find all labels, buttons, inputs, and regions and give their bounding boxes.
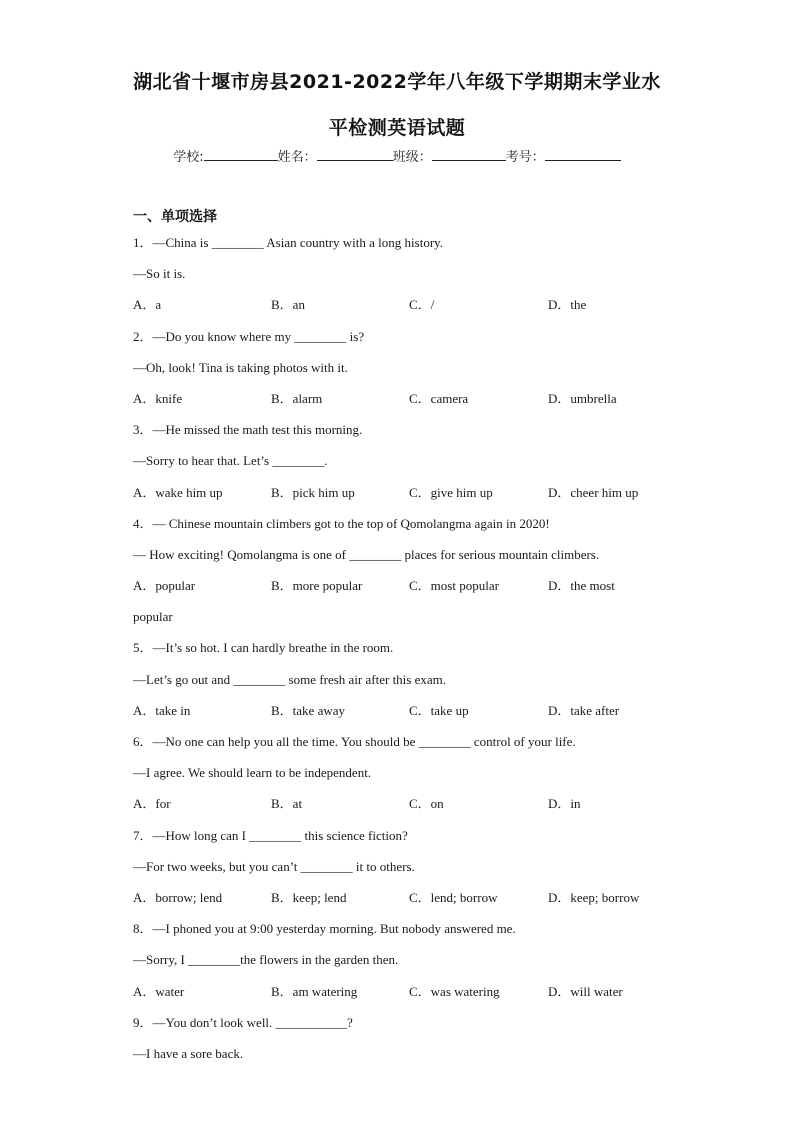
question-response: — How exciting! Qomolangma is one of ________ places for serious mountain climbers. — [133, 546, 600, 562]
option-row — [133, 483, 693, 514]
question-5 — [133, 638, 693, 732]
question-response: —Sorry, I ________the flowers in the garden then. — [133, 952, 399, 968]
option-c: C．/ — [409, 297, 435, 313]
option-c: C．give him up — [409, 484, 493, 500]
option-row — [133, 982, 693, 1013]
option-c: C．lend; borrow — [409, 889, 498, 905]
question-2 — [133, 327, 693, 421]
question-6 — [133, 732, 693, 826]
question-stem: 9．—You don’t look well. ___________? — [133, 1014, 353, 1030]
option-a: A．borrow; lend — [133, 889, 223, 905]
question-stem: 4．— Chinese mountain climbers got to the top of Qomolangma again in 2020! — [133, 515, 550, 531]
question-response: —I agree. We should learn to be independent. — [133, 765, 372, 781]
school-label: 学校: — [173, 150, 204, 165]
question-9 — [133, 1013, 693, 1075]
option-a: A．for — [133, 796, 171, 812]
number-label: 考号： — [505, 150, 545, 165]
question-list — [133, 233, 693, 1075]
option-c: C．most popular — [409, 578, 499, 594]
option-row — [133, 794, 693, 825]
option-d: D．cheer him up — [548, 484, 639, 500]
section-title: 一、单项选择 — [133, 209, 217, 225]
option-continuation: popular — [133, 609, 173, 625]
name-blank — [317, 147, 393, 161]
class-blank — [432, 147, 506, 161]
option-row — [133, 576, 693, 607]
option-d: D．in — [548, 796, 581, 812]
question-stem: 6．—No one can help you all the time. You should be ________ control of your life. — [133, 734, 576, 749]
page-title: 湖北省十堰市房县2021-2022学年八年级下学期期末学业水 — [133, 71, 661, 93]
question-response: —Let’s go out and ________ some fresh air after this exam. — [133, 671, 447, 687]
question-7 — [133, 826, 693, 920]
class-label: 班级： — [392, 150, 432, 165]
option-d: D．the most — [548, 578, 615, 594]
question-1 — [133, 233, 693, 327]
option-row — [133, 888, 693, 919]
question-response: —For two weeks, but you can’t ________ it to others. — [133, 858, 415, 874]
question-4 — [133, 514, 693, 639]
question-stem: 3．—He missed the math test this morning. — [133, 422, 363, 438]
option-c: C．take up — [409, 702, 469, 718]
option-b: B．an — [271, 297, 305, 313]
option-d: D．will water — [548, 983, 623, 999]
option-d: D．take after — [548, 702, 620, 718]
student-info-line — [0, 146, 794, 165]
question-response: —So it is. — [133, 266, 186, 282]
question-stem: 1．—China is ________ Asian country with a long history. — [133, 235, 444, 250]
option-a: A．a — [133, 297, 162, 313]
option-d: D．keep; borrow — [548, 889, 640, 905]
option-row — [133, 701, 693, 732]
name-label: 姓名： — [277, 150, 317, 165]
option-a: A．popular — [133, 578, 196, 594]
option-a: A．water — [133, 983, 185, 999]
option-b: B．at — [271, 796, 303, 812]
question-8 — [133, 919, 693, 1013]
question-3 — [133, 420, 693, 514]
option-d: D．umbrella — [548, 390, 617, 406]
question-response: —Sorry to hear that. Let’s ________. — [133, 453, 328, 469]
option-row — [133, 295, 693, 326]
question-stem: 7．—How long can I ________ this science fiction? — [133, 827, 408, 843]
option-row — [133, 389, 693, 420]
option-b: B．take away — [271, 702, 346, 718]
option-c: C．on — [409, 796, 444, 812]
question-stem: 5．—It’s so hot. I can hardly breathe in the room. — [133, 640, 394, 656]
question-stem: 8．—I phoned you at 9:00 yesterday morning. But nobody answered me. — [133, 921, 516, 937]
number-blank — [545, 147, 621, 161]
option-c: C．was watering — [409, 983, 500, 999]
option-a: A．knife — [133, 390, 183, 406]
option-c: C．camera — [409, 390, 469, 406]
option-b: B．pick him up — [271, 484, 355, 500]
option-b: B．more popular — [271, 578, 363, 594]
option-d: D．the — [548, 297, 587, 313]
school-blank — [204, 147, 278, 161]
question-stem: 2．—Do you know where my ________ is? — [133, 328, 365, 344]
option-a: A．take in — [133, 702, 191, 718]
option-b: B．alarm — [271, 390, 323, 406]
page-title-continued: 平检测英语试题 — [328, 117, 466, 139]
option-a: A．wake him up — [133, 484, 223, 500]
option-b: B．am watering — [271, 983, 358, 999]
option-b: B．keep; lend — [271, 889, 347, 905]
question-response: —I have a sore back. — [133, 1045, 244, 1061]
question-response: —Oh, look! Tina is taking photos with it. — [133, 359, 348, 375]
